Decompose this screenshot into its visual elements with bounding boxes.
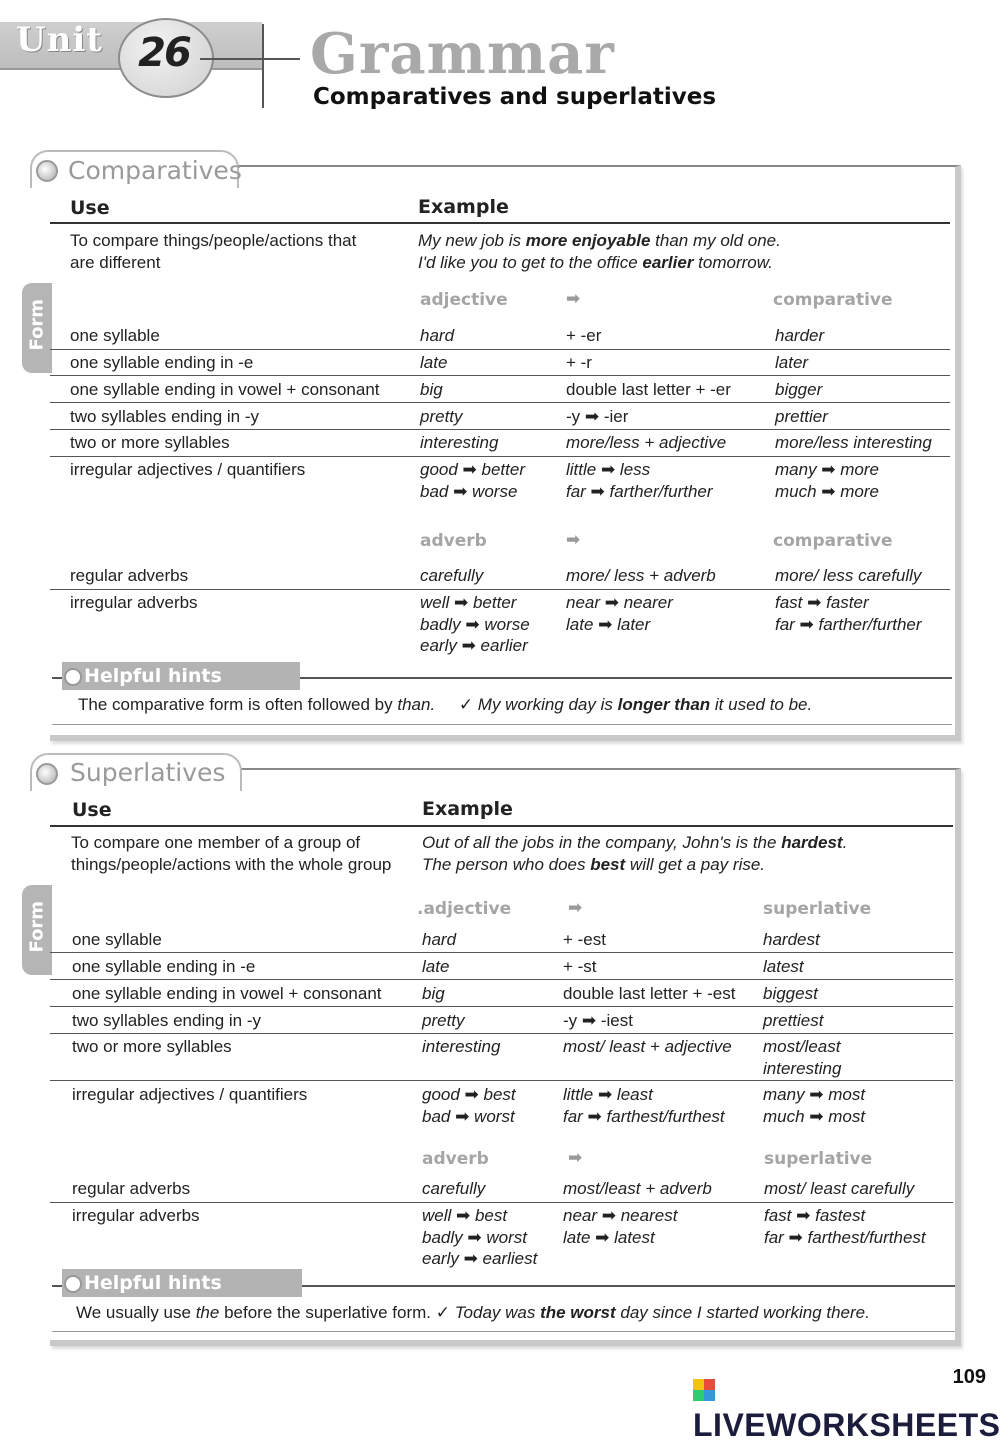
row-divider (50, 1080, 953, 1081)
row-result: prettier (775, 407, 828, 426)
row-rule: more/ less + adverb (566, 566, 716, 585)
header-rule (50, 222, 950, 224)
example-header: Example (418, 196, 509, 218)
header-divider-vertical (262, 24, 264, 108)
row-rule: + -est (563, 930, 606, 949)
row-word: well ➡ best badly ➡ worst early ➡ earliest (422, 1206, 538, 1268)
row-divider (50, 979, 953, 980)
row-result: prettiest (763, 1011, 824, 1030)
form-side-tab (22, 283, 52, 373)
superlative-column-header: superlative (763, 899, 872, 919)
row-word: good ➡ better bad ➡ worse (420, 460, 525, 501)
row-divider (50, 402, 950, 403)
row-rule: -y ➡ -iest (563, 1011, 633, 1030)
row-result: many ➡ most much ➡ most (763, 1085, 866, 1126)
use-header: Use (72, 799, 112, 821)
row-rule: near ➡ nearest late ➡ latest (563, 1206, 678, 1247)
row-label: one syllable (72, 930, 162, 949)
example-sentences: Out of all the jobs in the company, John's is the hardest. The person who does best will get a pay rise. (422, 833, 848, 874)
row-divider (50, 589, 950, 590)
row-rule: double last letter + -er (566, 380, 731, 399)
row-label: one syllable ending in -e (72, 957, 256, 976)
row-label: two syllables ending in -y (70, 407, 259, 426)
helpful-hints-badge: Helpful hints (62, 1269, 302, 1297)
row-label: two or more syllables (72, 1037, 232, 1056)
row-label: irregular adjectives / quantifiers (70, 460, 306, 479)
row-word: hard (422, 930, 457, 949)
row-rule: most/ least + adjective (563, 1037, 732, 1056)
row-word: big (422, 984, 445, 1003)
row-result: most/ least carefully (764, 1179, 915, 1198)
row-divider (50, 1033, 953, 1034)
row-word: pretty (420, 407, 463, 426)
use-header: Use (70, 197, 110, 219)
helpful-hint-text: The comparative form is often followed by than. ✓ My working day is longer than it used to be. (78, 695, 813, 714)
header-rule (50, 825, 953, 827)
comparative-column-header: comparative (773, 290, 893, 310)
comparative-column-header: comparative (773, 531, 893, 551)
row-label: irregular adverbs (70, 593, 198, 612)
row-rule: + -r (566, 353, 592, 372)
row-result: hardest (763, 930, 820, 949)
row-rule: + -er (566, 326, 602, 345)
row-rule: double last letter + -est (563, 984, 736, 1003)
liveworksheets-logo-icon (693, 1379, 715, 1401)
row-rule: little ➡ least far ➡ farthest/furthest (563, 1085, 725, 1126)
comparatives-tab-label: Comparatives (68, 156, 242, 185)
adverb-column-header: adverb (420, 531, 487, 551)
row-result: more/less interesting (775, 433, 932, 452)
row-result: bigger (775, 380, 823, 399)
form-side-tab-label: Form (26, 900, 48, 953)
row-word: well ➡ better badly ➡ worse early ➡ earlier (420, 593, 530, 655)
example-sentences: My new job is more enjoyable than my old one. I'd like you to get to the office earlier tomorrow. (418, 231, 781, 272)
hint-bullet-icon (64, 1275, 82, 1293)
row-result: biggest (763, 984, 818, 1003)
adjective-column-header: adjective (420, 290, 508, 310)
example-header: Example (422, 798, 513, 820)
row-label: one syllable ending in vowel + consonant (72, 984, 382, 1003)
helpful-hints-badge: Helpful hints (62, 662, 300, 690)
arrow-icon: ➡ (568, 1148, 583, 1167)
hint-bullet-icon (64, 668, 82, 686)
row-result: fast ➡ faster far ➡ farther/further (775, 593, 922, 634)
row-divider (50, 429, 950, 430)
row-rule: -y ➡ -ier (566, 407, 629, 426)
row-divider (50, 456, 950, 457)
row-label: two or more syllables (70, 433, 230, 452)
row-rule: more/less + adjective (566, 433, 727, 452)
page-subtitle: Comparatives and superlatives (313, 84, 717, 110)
row-divider (50, 375, 950, 376)
form-side-tab (22, 885, 52, 975)
row-result: fast ➡ fastest far ➡ farthest/furthest (764, 1206, 926, 1247)
arrow-icon: ➡ (566, 289, 581, 308)
row-word: late (420, 353, 448, 372)
row-divider (50, 1202, 953, 1203)
header-divider-horizontal (200, 58, 300, 60)
row-rule: little ➡ less far ➡ farther/further (566, 460, 713, 501)
use-description: To compare one member of a group of things/people/actions with the whole group (71, 833, 392, 874)
tab-bullet-icon (36, 763, 58, 785)
row-word: interesting (420, 433, 499, 452)
row-divider (50, 952, 953, 953)
row-result: later (775, 353, 809, 372)
row-rule: most/least + adverb (563, 1179, 712, 1198)
row-word: big (420, 380, 443, 399)
row-label: one syllable ending in -e (70, 353, 254, 372)
row-word: good ➡ best bad ➡ worst (422, 1085, 516, 1126)
arrow-icon: ➡ (566, 530, 581, 549)
row-result: harder (775, 326, 825, 345)
adjective-column-header: .adjective (417, 899, 512, 919)
check-icon: ✓ (458, 695, 474, 714)
row-word: interesting (422, 1037, 501, 1056)
form-side-tab-label: Form (26, 298, 48, 351)
superlative-column-header: superlative (764, 1149, 873, 1169)
liveworksheets-logo: LIVEWORKSHEETS (693, 1370, 1000, 1444)
check-icon: ✓ (435, 1303, 450, 1322)
row-word: pretty (422, 1011, 465, 1030)
adverb-column-header: adverb (422, 1149, 489, 1169)
use-description: To compare things/people/actions that are different (70, 231, 357, 272)
unit-number: 26 (138, 30, 190, 76)
row-label: irregular adjectives / quantifiers (72, 1085, 308, 1104)
row-result: latest (763, 957, 804, 976)
page-title: Grammar (310, 21, 615, 87)
unit-label: Unit (16, 20, 103, 60)
row-rule: + -st (563, 957, 597, 976)
row-result: most/least interesting (763, 1037, 842, 1078)
row-result: many ➡ more much ➡ more (775, 460, 879, 501)
row-label: regular adverbs (72, 1179, 191, 1198)
row-word: carefully (420, 566, 484, 585)
row-label: one syllable (70, 326, 160, 345)
page-number: 109 (952, 1366, 986, 1388)
row-word: hard (420, 326, 455, 345)
arrow-icon: ➡ (568, 898, 583, 917)
row-divider (50, 1006, 953, 1007)
tab-bullet-icon (36, 160, 58, 182)
row-rule: near ➡ nearer late ➡ later (566, 593, 673, 634)
row-label: one syllable ending in vowel + consonant (70, 380, 380, 399)
row-word: carefully (422, 1179, 486, 1198)
superlatives-tab-label: Superlatives (70, 758, 226, 787)
row-divider (50, 349, 950, 350)
row-result: more/ less carefully (775, 566, 922, 585)
row-label: two syllables ending in -y (72, 1011, 261, 1030)
row-word: late (422, 957, 450, 976)
row-label: regular adverbs (70, 566, 189, 585)
row-label: irregular adverbs (72, 1206, 200, 1225)
helpful-hint-text: We usually use the before the superlative form. ✓ Today was the worst day since I started working there. (76, 1303, 870, 1322)
